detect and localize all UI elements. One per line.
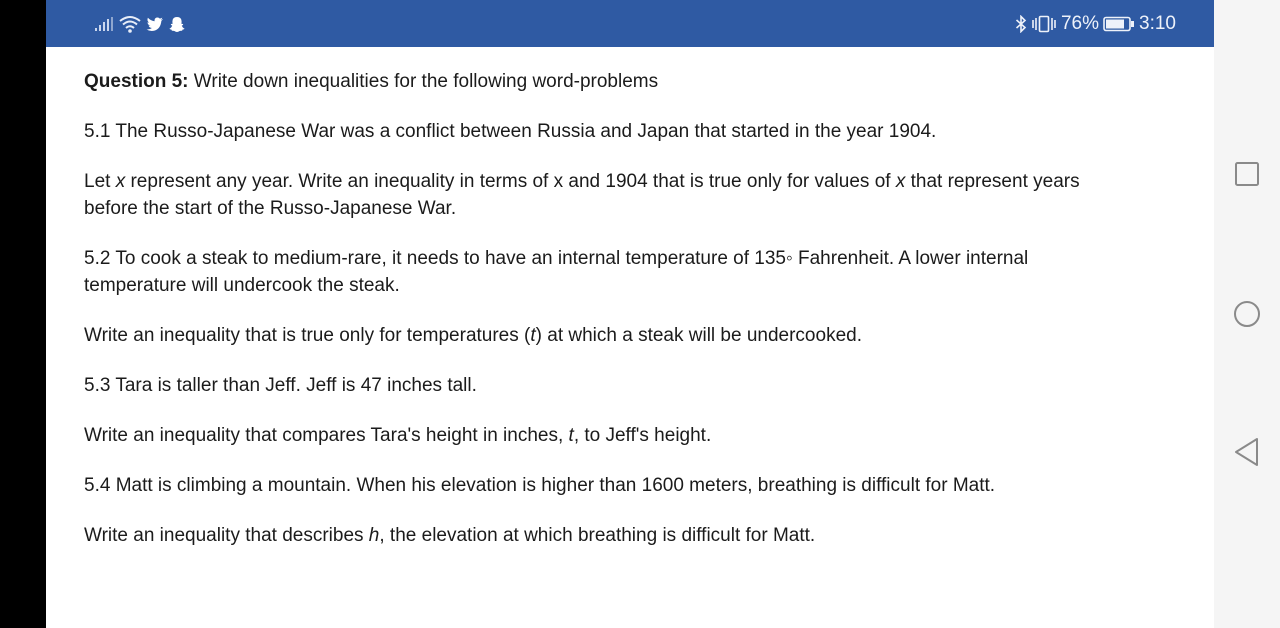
text-segment: Let [84, 171, 116, 192]
problem-5-1-statement: 5.1 The Russo-Japanese War was a conflict between Russia and Japan that started in the year 1904. [84, 121, 937, 142]
status-right-icons [1015, 12, 1176, 36]
battery-icon [1103, 16, 1135, 32]
variable-x: x [115, 171, 126, 192]
clock-time: 3:10 [1139, 13, 1176, 34]
recents-square-icon [1233, 160, 1261, 188]
navigation-bar [1214, 0, 1280, 628]
back-button[interactable] [1231, 436, 1263, 468]
text-segment: that represent years before the start of the Russo-Japanese War. [84, 171, 1080, 219]
snapchat-icon [169, 16, 185, 33]
problem-5-1-task [84, 168, 1094, 222]
phone-screen [46, 0, 1214, 628]
question-heading [84, 68, 1094, 95]
text-segment: Write an inequality that describes [84, 525, 369, 546]
twitter-icon [146, 16, 164, 32]
problem-5-4-statement: 5.4 Matt is climbing a mountain. When his elevation is higher than 1600 meters, breathing is difficult for Matt. [84, 475, 996, 496]
vibrate-icon [1031, 15, 1057, 33]
problem-5-2-statement: 5.2 To cook a steak to medium-rare, it needs to have an internal temperature of 135◦ Fahrenheit. A lower internal temperature will undercook the steak. [84, 248, 1029, 296]
text-segment: represent any year. Write an inequality in terms of x and 1904 that is true only for values of [125, 171, 896, 192]
text-segment: Write an inequality that is true only for temperatures ( [84, 325, 531, 346]
problem-5-3-task [84, 422, 1094, 449]
text-segment: , to Jeff's height. [573, 425, 712, 446]
home-circle-icon [1232, 299, 1262, 329]
problem-5-4-task [84, 522, 1094, 549]
signal-icon [94, 17, 114, 31]
variable-t: t [568, 425, 574, 446]
home-button[interactable] [1231, 298, 1263, 330]
problem-5-2-task [84, 322, 1094, 349]
question-label: Question 5: [84, 71, 189, 92]
question-instruction: Write down inequalities for the following word-problems [188, 71, 659, 92]
battery-percent: 76% [1060, 13, 1100, 34]
text-segment: Write an inequality that compares Tara's height in inches, [84, 425, 569, 446]
worksheet-content [84, 68, 1094, 572]
bluetooth-icon [1015, 15, 1027, 33]
variable-t: t [530, 325, 536, 346]
variable-h: h [368, 525, 380, 546]
problem-5-3-statement: 5.3 Tara is taller than Jeff. Jeff is 47 inches tall. [84, 375, 477, 396]
variable-x: x [895, 171, 906, 192]
recents-button[interactable] [1231, 158, 1263, 190]
text-segment: ) at which a steak will be undercooked. [535, 325, 862, 346]
status-bar [46, 0, 1214, 47]
back-triangle-icon [1233, 436, 1261, 468]
status-left-icons [94, 13, 185, 35]
text-segment: , the elevation at which breathing is difficult for Matt. [379, 525, 816, 546]
wifi-icon [119, 15, 141, 33]
